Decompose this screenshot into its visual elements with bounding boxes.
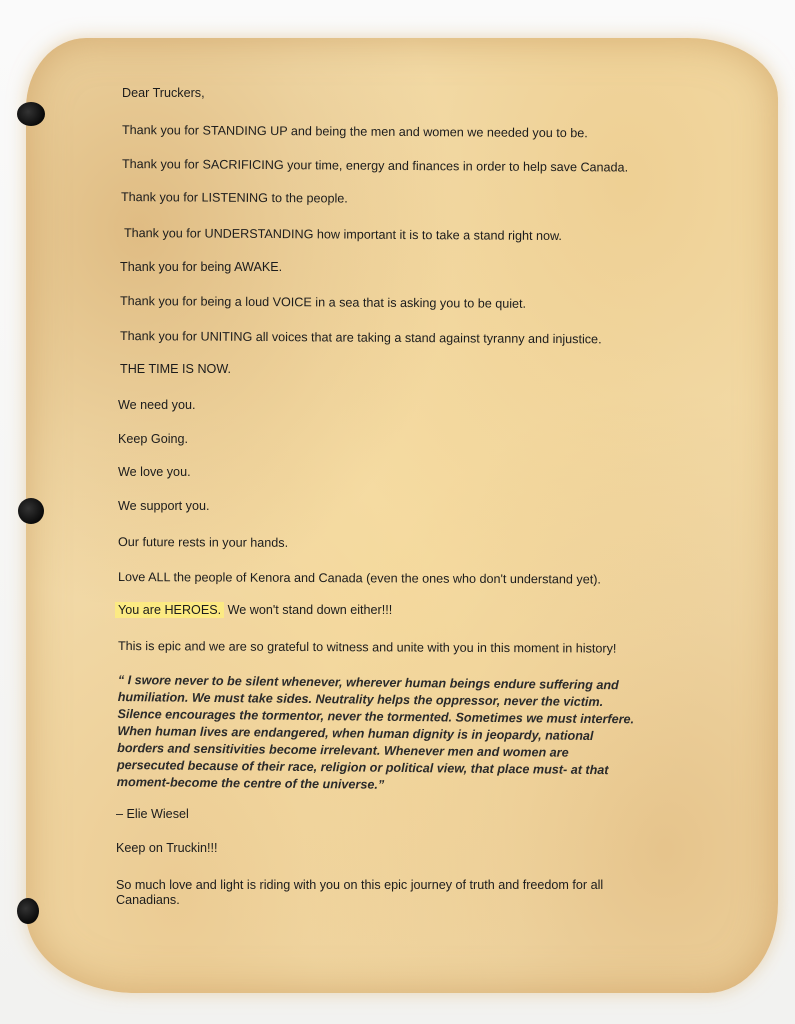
letter-line: Thank you for being AWAKE. bbox=[120, 260, 283, 274]
punch-hole-top bbox=[17, 102, 45, 126]
letter-line: Thank you for UNITING all voices that are taking a stand against tyranny and injustice. bbox=[119, 329, 602, 347]
epic-line: This is epic and we are so grateful to witness and unite with you in this moment in history! bbox=[117, 639, 617, 656]
punch-hole-middle bbox=[18, 498, 44, 524]
letter-line: We need you. bbox=[118, 398, 196, 412]
sign-off: Keep on Truckin!!! bbox=[116, 841, 218, 855]
letter-line: We love you. bbox=[118, 465, 191, 479]
letter-line: THE TIME IS NOW. bbox=[120, 362, 232, 376]
elie-wiesel-quote: “ I swore never to be silent whenever, wherever human beings endure suffering and humiliation. We must take sides. Neutrality helps the oppressor, never the victim. Silence encourages the tormentor, never the tormented. Sometimes we must interfere. When human lives are endangered, when human dignity is in jeopardy, national borders and sensitivities become irrelevant. Whenever men and women are persecuted because of their race, religion or political view, that place must- at that moment-become the centre of the universe.” bbox=[116, 672, 635, 792]
heroes-line bbox=[118, 603, 392, 618]
heroes-highlight: You are HEROES. bbox=[115, 602, 224, 618]
closing-paragraph: So much love and light is riding with you on this epic journey of truth and freedom for all Canadians. bbox=[116, 878, 604, 907]
letter-line: Thank you for UNDERSTANDING how important it is to take a stand right now. bbox=[123, 226, 562, 244]
letter-line: Thank you for STANDING UP and being the men and women we needed you to be. bbox=[121, 123, 588, 141]
punch-hole-bottom bbox=[17, 898, 39, 924]
letter-line: Love ALL the people of Kenora and Canada (even the ones who don't understand yet). bbox=[117, 570, 601, 587]
quote-attribution: – Elie Wiesel bbox=[116, 807, 189, 821]
letter-greeting: Dear Truckers, bbox=[122, 86, 205, 100]
letter-line: Thank you for being a loud VOICE in a sea that is asking you to be quiet. bbox=[119, 294, 527, 311]
letter-line: We support you. bbox=[118, 499, 210, 513]
letter-line: Thank you for LISTENING to the people. bbox=[120, 190, 348, 206]
letter-line: Thank you for SACRIFICING your time, energy and finances in order to help save Canada. bbox=[121, 157, 629, 175]
heroes-rest: We won't stand down either!!! bbox=[224, 603, 393, 617]
letter-line: Our future rests in your hands. bbox=[117, 535, 289, 550]
letter-line: Keep Going. bbox=[118, 432, 189, 446]
